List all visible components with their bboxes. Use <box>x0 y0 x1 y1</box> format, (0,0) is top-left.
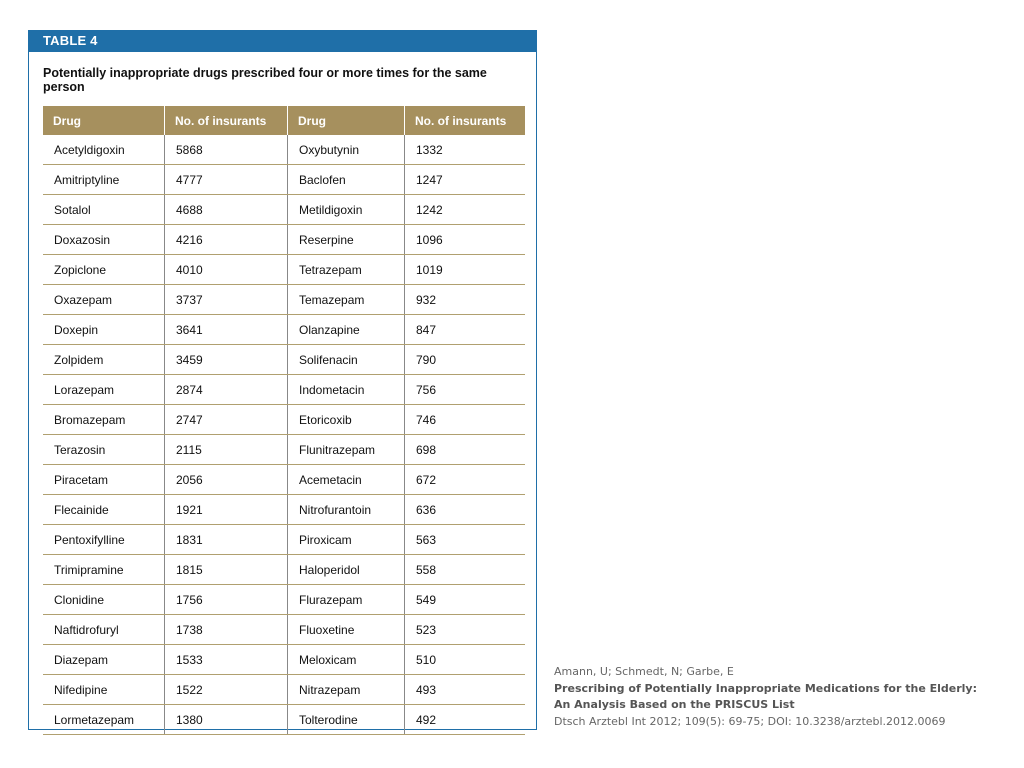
cell-insurants: 1533 <box>165 645 288 675</box>
cell-insurants-2: 746 <box>405 405 526 435</box>
cell-drug-2: Acemetacin <box>288 465 405 495</box>
table-body <box>43 135 525 735</box>
citation-title-line-1: Prescribing of Potentially Inappropriate Medications for the Elderly: <box>554 681 977 695</box>
table-row <box>43 495 525 525</box>
table-row <box>43 615 525 645</box>
table-row <box>43 435 525 465</box>
cell-insurants: 1831 <box>165 525 288 555</box>
table-figure <box>28 30 537 730</box>
cell-drug-2: Temazepam <box>288 285 405 315</box>
cell-insurants-2: 523 <box>405 615 526 645</box>
cell-insurants: 1815 <box>165 555 288 585</box>
cell-insurants: 1921 <box>165 495 288 525</box>
data-table <box>43 106 525 735</box>
cell-insurants-2: 1019 <box>405 255 526 285</box>
cell-insurants-2: 756 <box>405 375 526 405</box>
table-row <box>43 645 525 675</box>
table-row <box>43 375 525 405</box>
column-header-insurants: No. of insurants <box>165 106 288 135</box>
cell-drug-2: Tolterodine <box>288 705 405 735</box>
cell-drug: Clonidine <box>43 585 165 615</box>
citation <box>554 664 1014 730</box>
cell-drug: Nifedipine <box>43 675 165 705</box>
column-header-drug: Drug <box>43 106 165 135</box>
cell-insurants: 3737 <box>165 285 288 315</box>
table-row <box>43 465 525 495</box>
cell-drug: Trimipramine <box>43 555 165 585</box>
cell-drug: Flecainide <box>43 495 165 525</box>
cell-insurants-2: 672 <box>405 465 526 495</box>
cell-drug-2: Tetrazepam <box>288 255 405 285</box>
cell-insurants-2: 492 <box>405 705 526 735</box>
cell-insurants: 2747 <box>165 405 288 435</box>
cell-insurants: 1380 <box>165 705 288 735</box>
table-row <box>43 555 525 585</box>
cell-insurants-2: 493 <box>405 675 526 705</box>
cell-insurants: 3641 <box>165 315 288 345</box>
cell-insurants-2: 1242 <box>405 195 526 225</box>
cell-insurants-2: 558 <box>405 555 526 585</box>
cell-insurants-2: 1096 <box>405 225 526 255</box>
citation-source: Dtsch Arztebl Int 2012; 109(5): 69-75; DOI: 10.3238/arztebl.2012.0069 <box>554 714 946 728</box>
cell-insurants: 1738 <box>165 615 288 645</box>
table-row <box>43 225 525 255</box>
cell-drug-2: Solifenacin <box>288 345 405 375</box>
cell-drug: Oxazepam <box>43 285 165 315</box>
cell-drug-2: Reserpine <box>288 225 405 255</box>
cell-drug-2: Metildigoxin <box>288 195 405 225</box>
cell-insurants-2: 636 <box>405 495 526 525</box>
cell-drug-2: Flunitrazepam <box>288 435 405 465</box>
cell-drug-2: Haloperidol <box>288 555 405 585</box>
table-header-row <box>43 106 525 135</box>
table-row <box>43 345 525 375</box>
table-row <box>43 315 525 345</box>
cell-insurants-2: 698 <box>405 435 526 465</box>
table-row <box>43 405 525 435</box>
cell-drug-2: Olanzapine <box>288 315 405 345</box>
cell-insurants-2: 563 <box>405 525 526 555</box>
table-row <box>43 525 525 555</box>
cell-drug: Sotalol <box>43 195 165 225</box>
cell-drug: Pentoxifylline <box>43 525 165 555</box>
cell-drug: Doxazosin <box>43 225 165 255</box>
cell-drug: Zopiclone <box>43 255 165 285</box>
cell-drug: Diazepam <box>43 645 165 675</box>
cell-drug: Naftidrofuryl <box>43 615 165 645</box>
cell-insurants-2: 549 <box>405 585 526 615</box>
cell-drug: Bromazepam <box>43 405 165 435</box>
cell-insurants: 4010 <box>165 255 288 285</box>
cell-insurants-2: 790 <box>405 345 526 375</box>
table-row <box>43 255 525 285</box>
cell-drug-2: Oxybutynin <box>288 135 405 165</box>
cell-insurants: 5868 <box>165 135 288 165</box>
table-row <box>43 165 525 195</box>
citation-title-line-2: An Analysis Based on the PRISCUS List <box>554 698 795 711</box>
cell-drug: Piracetam <box>43 465 165 495</box>
cell-drug-2: Flurazepam <box>288 585 405 615</box>
table-label: TABLE 4 <box>29 30 536 52</box>
cell-drug: Doxepin <box>43 315 165 345</box>
cell-insurants: 4777 <box>165 165 288 195</box>
cell-insurants: 1756 <box>165 585 288 615</box>
table-title: Potentially inappropriate drugs prescribed four or more times for the same person <box>43 66 487 94</box>
cell-drug: Zolpidem <box>43 345 165 375</box>
cell-insurants: 4688 <box>165 195 288 225</box>
table-row <box>43 675 525 705</box>
cell-drug: Lormetazepam <box>43 705 165 735</box>
cell-insurants-2: 1247 <box>405 165 526 195</box>
cell-drug-2: Etoricoxib <box>288 405 405 435</box>
table-row <box>43 195 525 225</box>
cell-insurants: 2115 <box>165 435 288 465</box>
cell-drug: Terazosin <box>43 435 165 465</box>
cell-insurants-2: 932 <box>405 285 526 315</box>
cell-drug-2: Baclofen <box>288 165 405 195</box>
column-header-drug-2: Drug <box>288 106 405 135</box>
cell-drug: Lorazepam <box>43 375 165 405</box>
cell-drug: Amitriptyline <box>43 165 165 195</box>
cell-insurants-2: 847 <box>405 315 526 345</box>
table-row <box>43 135 525 165</box>
cell-drug-2: Meloxicam <box>288 645 405 675</box>
cell-drug-2: Fluoxetine <box>288 615 405 645</box>
table-row <box>43 285 525 315</box>
cell-drug-2: Piroxicam <box>288 525 405 555</box>
cell-insurants: 3459 <box>165 345 288 375</box>
cell-drug-2: Nitrazepam <box>288 675 405 705</box>
cell-insurants: 4216 <box>165 225 288 255</box>
table-row <box>43 585 525 615</box>
cell-insurants-2: 510 <box>405 645 526 675</box>
cell-insurants: 2874 <box>165 375 288 405</box>
cell-drug-2: Indometacin <box>288 375 405 405</box>
cell-insurants: 2056 <box>165 465 288 495</box>
cell-insurants-2: 1332 <box>405 135 526 165</box>
column-header-insurants-2: No. of insurants <box>405 106 526 135</box>
table-row <box>43 705 525 735</box>
cell-insurants: 1522 <box>165 675 288 705</box>
cell-drug-2: Nitrofurantoin <box>288 495 405 525</box>
citation-authors: Amann, U; Schmedt, N; Garbe, E <box>554 665 734 678</box>
cell-drug: Acetyldigoxin <box>43 135 165 165</box>
